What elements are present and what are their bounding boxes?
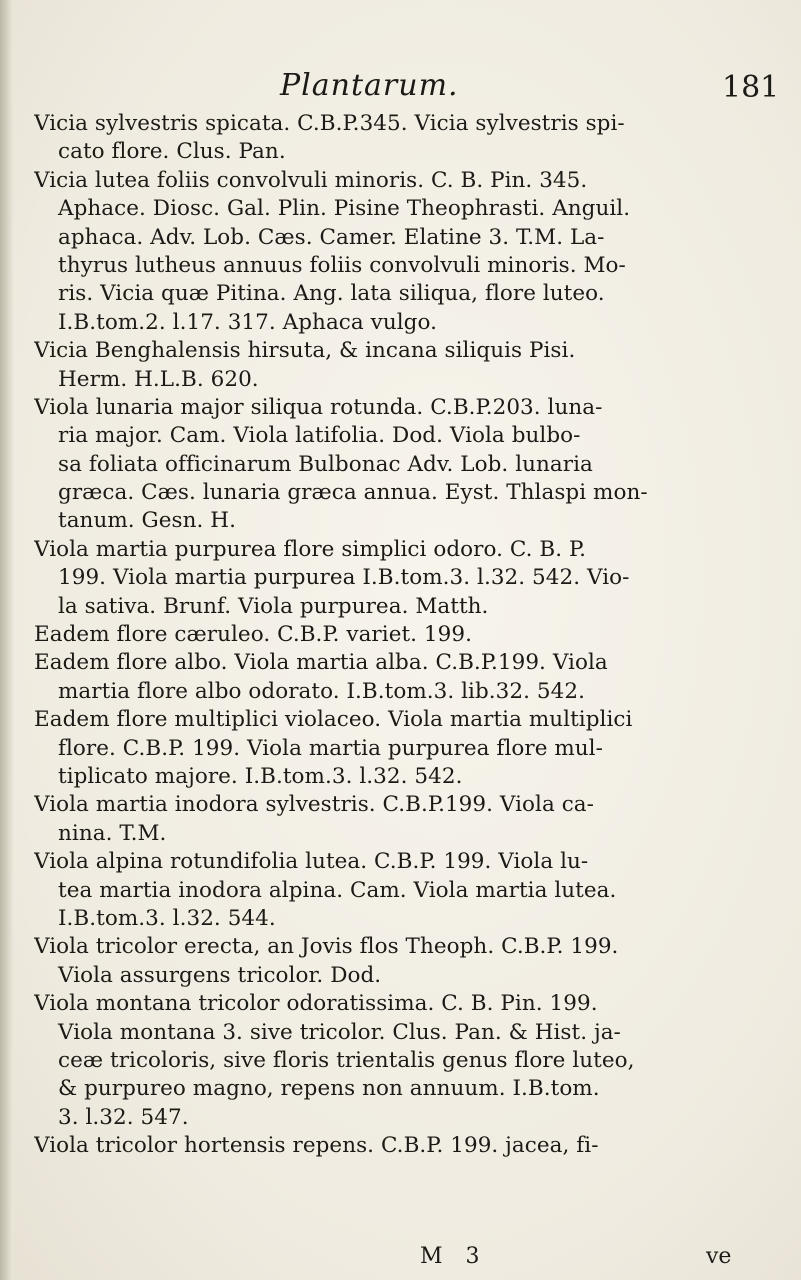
- running-title: Plantarum.: [280, 68, 459, 103]
- text-line: Viola martia inodora sylvestris. C.B.P.199. Viola ca-: [34, 792, 594, 818]
- signature-mark: M 3: [420, 1244, 488, 1269]
- text-line: ria major. Cam. Viola latifolia. Dod. Viola bulbo-: [58, 423, 581, 449]
- text-line: I.B.tom.2. l.17. 317. Aphaca vulgo.: [58, 309, 437, 335]
- text-body: [34, 110, 779, 1160]
- page-footer: [0, 1244, 801, 1276]
- text-line: Vicia lutea foliis convolvuli minoris. C. B. Pin. 345.: [34, 167, 588, 193]
- catchword: ve: [706, 1244, 732, 1269]
- text-line: Viola assurgens tricolor. Dod.: [58, 962, 382, 988]
- text-line: Vicia Benghalensis hirsuta, & incana siliquis Pisi.: [34, 338, 576, 364]
- text-line: tiplicato majore. I.B.tom.3. l.32. 542.: [58, 763, 463, 789]
- text-line: Viola tricolor erecta, an Jovis flos Theoph. C.B.P. 199.: [34, 934, 619, 960]
- text-line: Eadem flore multiplici violaceo. Viola martia multiplici: [34, 707, 633, 733]
- text-line: Viola alpina rotundifolia lutea. C.B.P. 199. Viola lu-: [34, 849, 589, 875]
- text-line: ris. Vicia quæ Pitina. Ang. lata siliqua, flore luteo.: [58, 281, 605, 307]
- text-line: Viola montana 3. sive tricolor. Clus. Pan. & Hist. ja-: [58, 1019, 621, 1045]
- text-line: cato flore. Clus. Pan.: [58, 139, 286, 165]
- text-line: Eadem flore cæruleo. C.B.P. variet. 199.: [34, 622, 472, 648]
- text-line: ceæ tricoloris, sive floris trientalis genus flore luteo,: [58, 1047, 635, 1073]
- text-line: nina. T.M.: [58, 820, 167, 846]
- text-line: Herm. H.L.B. 620.: [58, 366, 259, 392]
- text-line: & purpureo magno, repens non annuum. I.B.tom.: [58, 1076, 600, 1102]
- text-line: I.B.tom.3. l.32. 544.: [58, 905, 276, 931]
- text-line: Viola tricolor hortensis repens. C.B.P. 199. jacea, fi-: [34, 1133, 599, 1159]
- text-line: sa foliata officinarum Bulbonac Adv. Lob. lunaria: [58, 451, 593, 477]
- text-line: Aphace. Diosc. Gal. Plin. Pisine Theophrasti. Anguil.: [58, 196, 631, 222]
- page-header: [0, 68, 801, 108]
- text-line: tea martia inodora alpina. Cam. Viola martia lutea.: [58, 877, 617, 903]
- text-line: Vicia sylvestris spicata. C.B.P.345. Vicia sylvestris spi-: [34, 111, 625, 136]
- page-spine-shadow: [0, 0, 14, 1280]
- text-line: tanum. Gesn. H.: [58, 508, 236, 534]
- text-line: martia flore albo odorato. I.B.tom.3. lib.32. 542.: [58, 678, 585, 704]
- page-number: 181: [722, 70, 780, 105]
- text-line: thyrus lutheus annuus foliis convolvuli minoris. Mo-: [58, 252, 626, 278]
- text-line: flore. C.B.P. 199. Viola martia purpurea flore mul-: [58, 735, 603, 761]
- text-line: Viola montana tricolor odoratissima. C. B. Pin. 199.: [34, 991, 598, 1017]
- text-line: aphaca. Adv. Lob. Cæs. Camer. Elatine 3. T.M. La-: [58, 224, 605, 250]
- text-line: græca. Cæs. lunaria græca annua. Eyst. Thlaspi mon-: [58, 480, 648, 506]
- text-line: la sativa. Brunf. Viola purpurea. Matth.: [58, 593, 489, 619]
- text-line: Viola lunaria major siliqua rotunda. C.B.P.203. luna-: [34, 394, 603, 420]
- text-line: Viola martia purpurea flore simplici odoro. C. B. P.: [34, 536, 587, 562]
- text-line: Eadem flore albo. Viola martia alba. C.B.P.199. Viola: [34, 650, 608, 676]
- text-line: 3. l.32. 547.: [58, 1104, 189, 1130]
- text-line: 199. Viola martia purpurea I.B.tom.3. l.32. 542. Vio-: [58, 565, 630, 591]
